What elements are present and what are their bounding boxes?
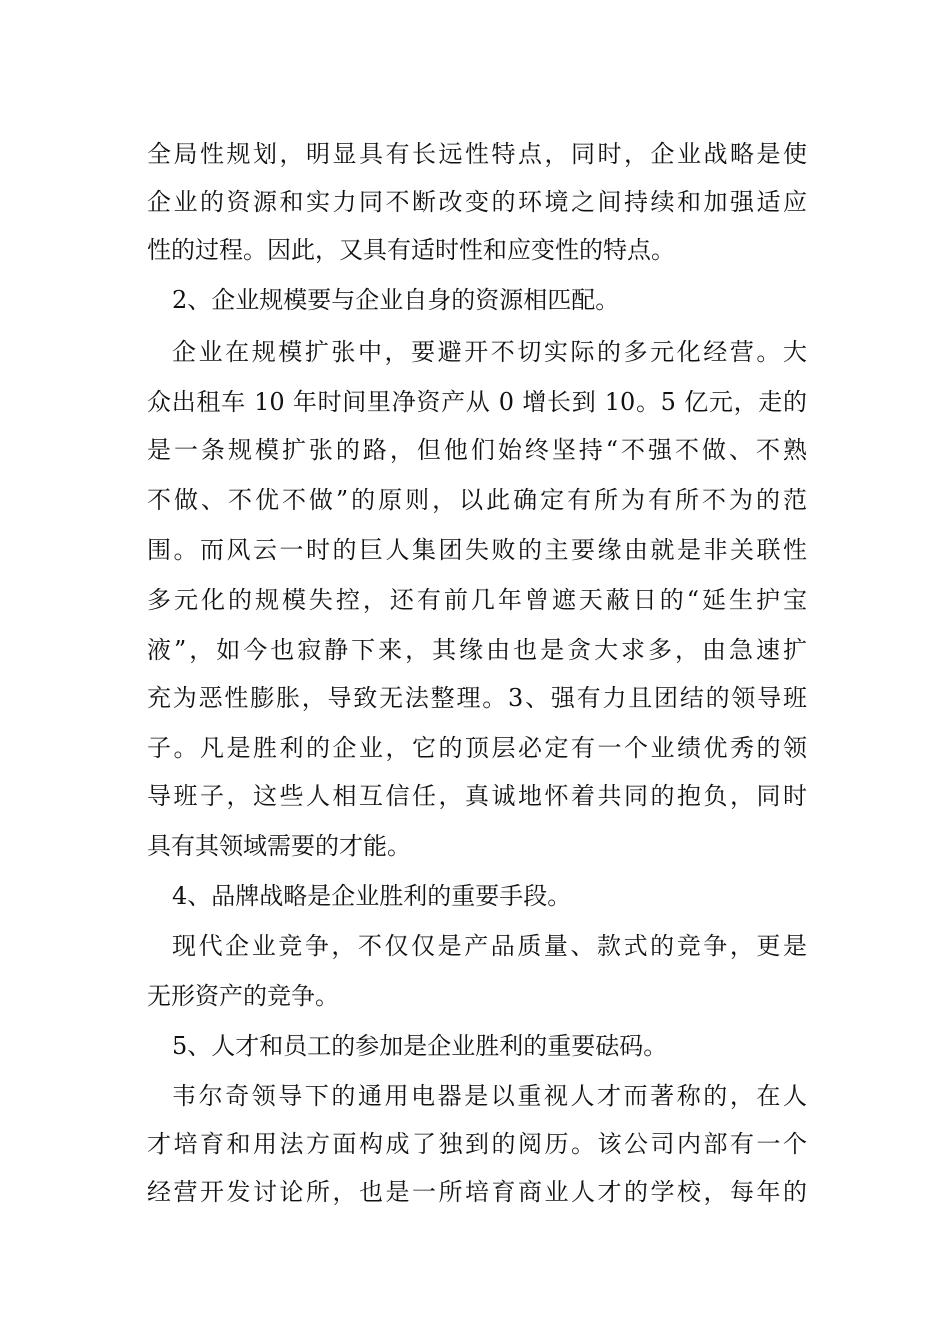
- text-line: 液”，如今也寂静下来，其缘由也是贪大求多，由急速扩: [147, 636, 807, 664]
- text-line: 企业在规模扩张中，要避开不切实际的多元化经营。大: [172, 338, 807, 366]
- text-line: 充为恶性膨胀，导致无法整理。3、强有力且团结的领导班: [147, 684, 807, 712]
- text-line: 企业的资源和实力同不断改变的环境之间持续和加强适应: [147, 188, 807, 216]
- text-line: 才培育和用法方面构成了独到的阅历。该公司内部有一个: [147, 1130, 807, 1158]
- text-line: 韦尔奇领导下的通用电器是以重视人才而著称的，在人: [172, 1082, 807, 1110]
- text-line: 是一条规模扩张的路，但他们始终坚持“不强不做、不熟: [147, 436, 807, 464]
- text-line: 现代企业竞争，不仅仅是产品质量、款式的竞争，更是: [172, 932, 807, 960]
- text-line: 众出租车 10 年时间里净资产从 0 增长到 10。5 亿元，走的: [147, 388, 807, 416]
- text-line: 无形资产的竞争。: [147, 982, 339, 1010]
- text-line: 多元化的规模失控，还有前几年曾遮天蔽日的“延生护宝: [147, 586, 807, 614]
- section-heading: 4、品牌战略是企业胜利的重要手段。: [172, 882, 572, 910]
- text-line: 具有其领域需要的才能。: [147, 832, 411, 860]
- text-line: 全局性规划，明显具有长远性特点，同时，企业战略是使: [147, 140, 807, 168]
- text-line: 子。凡是胜利的企业，它的顶层必定有一个业绩优秀的领: [147, 734, 807, 762]
- text-line: 性的过程。因此，又具有适时性和应变性的特点。: [147, 236, 675, 264]
- section-heading: 2、企业规模要与企业自身的资源相匹配。: [172, 286, 620, 314]
- text-line: 不做、不优不做”的原则，以此确定有所为有所不为的范: [147, 486, 807, 514]
- text-line: 围。而风云一时的巨人集团失败的主要缘由就是非关联性: [147, 536, 807, 564]
- section-heading: 5、人才和员工的参加是企业胜利的重要砝码。: [172, 1032, 668, 1060]
- text-line: 导班子，这些人相互信任，真诚地怀着共同的抱负，同时: [147, 782, 807, 810]
- text-line: 经营开发讨论所，也是一所培育商业人才的学校，每年的: [147, 1178, 807, 1206]
